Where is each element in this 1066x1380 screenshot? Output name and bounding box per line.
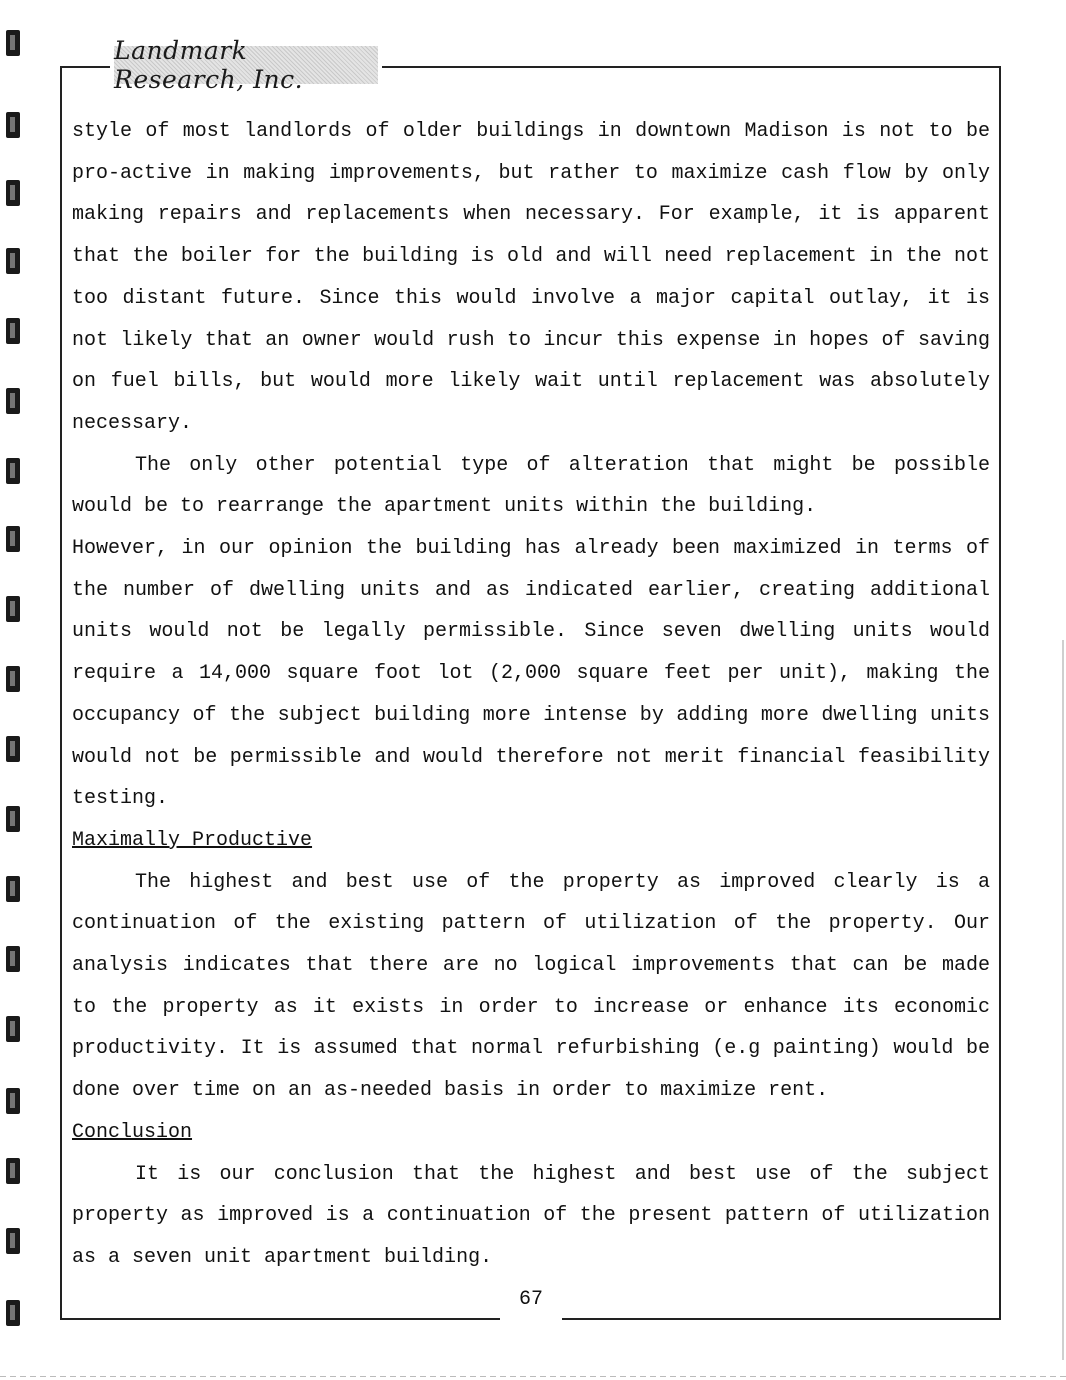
binder-hole bbox=[6, 318, 20, 344]
binder-hole bbox=[6, 596, 20, 622]
binder-hole bbox=[6, 666, 20, 692]
binder-hole bbox=[6, 736, 20, 762]
logo-text: Landmark Research, Inc. bbox=[114, 36, 304, 94]
binder-hole bbox=[6, 876, 20, 902]
section-heading: Conclusion bbox=[72, 1120, 193, 1144]
paragraph: style of most landlords of older buildings in downtown Madison is not to be pro-active in making improvements, but rather to maximize cash flow by only making repairs and replacements when necessary. For example, it is apparent that the boiler for the building is old and will need replacement in the not too distant future. Since this would involve a major capital outlay, it is not likely that an owner would rush to incur this expense in hopes of saving on fuel bills, but would more likely wait until replacement was absolutely necessary. bbox=[72, 120, 990, 435]
paragraph: The only other potential type of alteration that might be possible would be to rearrange the apartment units within the building. bbox=[72, 453, 990, 519]
binder-hole bbox=[6, 806, 20, 832]
scan-edge bbox=[1062, 640, 1064, 1360]
binder-hole bbox=[6, 1158, 20, 1184]
binder-hole bbox=[6, 180, 20, 206]
binder-hole bbox=[6, 1016, 20, 1042]
company-logo bbox=[114, 36, 378, 94]
paragraph: However, in our opinion the building has already been maximized in terms of the number of dwelling units and as indicated earlier, creating additional units would not be legally permissible. Since seven dwelling units would require a 14,000 square foot lot (2,000 square feet per unit), making the occupancy of the subject building more intense by adding more dwelling units would not be permissible and would therefore not merit financial feasibility testing. bbox=[72, 537, 990, 811]
binder-hole bbox=[6, 388, 20, 414]
paragraph: It is our conclusion that the highest and best use of the subject property as improved is a continuation of the present pattern of utilization as a seven unit apartment building. bbox=[72, 1162, 990, 1269]
scan-artifact bbox=[0, 1376, 1066, 1377]
binder-hole bbox=[6, 112, 20, 138]
section-heading: Maximally Productive bbox=[72, 828, 313, 852]
binder-hole bbox=[6, 30, 20, 56]
page-number: 67 bbox=[518, 1288, 543, 1311]
binder-hole bbox=[6, 526, 20, 552]
binder-hole bbox=[6, 1300, 20, 1326]
document-body bbox=[72, 111, 990, 1279]
paragraph: The highest and best use of the property as improved clearly is a continuation of the existing pattern of utilization of the property. Our analysis indicates that there are no logical improvements that can be made to the property as it exists in order to increase or enhance its economic productivity. It is assumed that normal refurbishing (e.g painting) would be done over time on an as-needed basis in order to maximize rent. bbox=[72, 870, 990, 1103]
binder-hole bbox=[6, 1228, 20, 1254]
binder-hole bbox=[6, 458, 20, 484]
frame-gap bbox=[500, 1312, 562, 1326]
binder-hole bbox=[6, 248, 20, 274]
binder-holes bbox=[0, 0, 30, 1380]
binder-hole bbox=[6, 1088, 20, 1114]
binder-hole bbox=[6, 946, 20, 972]
